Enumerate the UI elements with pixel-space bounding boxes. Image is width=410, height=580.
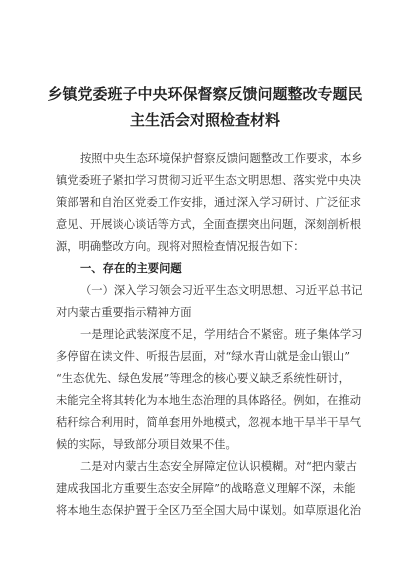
paragraph-line: 建成我国北方重要生态安全屏障”的战略意义理解不深，未能 xyxy=(56,482,356,495)
paragraph-line: “生态优先、绿色发展”等理念的核心要义缺乏系统性研讨， xyxy=(56,372,350,385)
intro-line: 源，明确整改方向。现将对照检查情况报告如下： xyxy=(56,240,305,253)
intro-line: 意见、开展谈心谈话等方式，全面查摆突出问题，深刻剖析根 xyxy=(56,218,362,231)
subsection-heading-line: 对内蒙古重要指示精神方面 xyxy=(56,306,192,319)
paragraph-line: 多停留在读文件、听报告层面，对“绿水青山就是金山银山” xyxy=(56,350,350,363)
section-heading: 一、存在的主要问题 xyxy=(80,262,182,275)
paragraph-line: 未能完全将其转化为本地生态治理的具体路径。例如，在推动 xyxy=(56,394,362,407)
intro-line: 按照中央生态环境保护督察反馈问题整改工作要求，本乡 xyxy=(80,152,362,165)
intro-line: 策部署和自治区党委工作安排，通过深入学习研讨、广泛征求 xyxy=(56,196,362,209)
paragraph-line: 二是对内蒙古生态安全屏障定位认识模糊。对“把内蒙古 xyxy=(80,460,357,473)
paragraph-line: 一是理论武装深度不足，学用结合不紧密。班子集体学习 xyxy=(80,328,362,341)
intro-line: 镇党委班子紧扣学习贯彻习近平生态文明思想、落实党中央决 xyxy=(56,174,362,187)
paragraph-line: 将本地生态保护置于全区乃至全国大局中谋划。如草原退化治 xyxy=(56,504,362,517)
document-title-line-2: 主生活会对照检查材料 xyxy=(129,111,280,129)
subsection-heading-line: （一）深入学习领会习近平生态文明思想、习近平总书记 xyxy=(80,284,362,297)
document-title-line-1: 乡镇党委班子中央环保督察反馈问题整改专题民 xyxy=(47,85,363,103)
paragraph-line: 秸秆综合利用时，简单套用外地模式，忽视本地干旱半干旱气 xyxy=(56,416,362,429)
paragraph-line: 候的实际，导致部分项目效果不佳。 xyxy=(56,438,237,451)
